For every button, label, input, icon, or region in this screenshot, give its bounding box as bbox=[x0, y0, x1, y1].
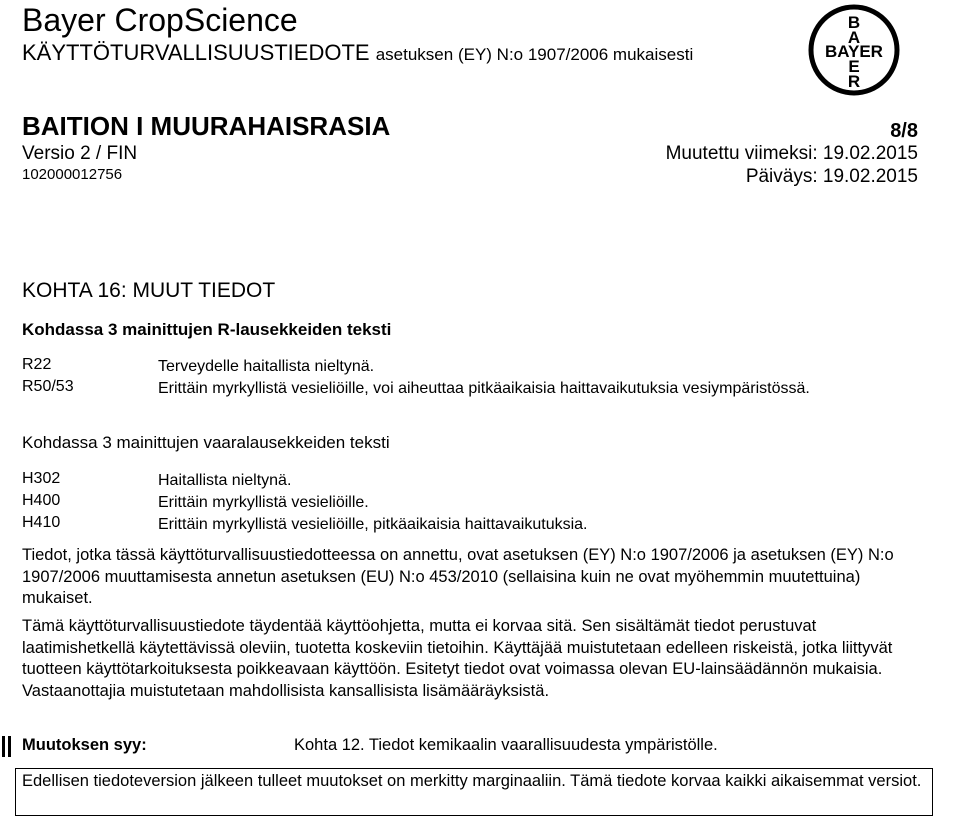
print-date: Päiväys: 19.02.2015 bbox=[745, 166, 918, 187]
r-phrase-text: Terveydelle haitallista nieltynä. bbox=[158, 358, 375, 375]
version-label: Versio 2 / FIN bbox=[22, 143, 138, 164]
disclaimer-paragraph: Tämä käyttöturvallisuustiedote täydentää käyttöohjetta, mutta ei korvaa sitä. Sen sisältämät tiedot perustuvat laatimishetkellä käytettävissä oleviin, tuotetta koskeviin tietoihin. Käyttäjää muistutetaan edelleen riskeistä, jotka liittyvät tuotteen käyttötarkoituksesta poikkeavaan käyttöön. Esitetyt tiedot ovat voimassa olevan EU-lainsäädännön mukaisia. Vastaanottajia muistutetaan mahdollisista kansallisista lisämääräyksistä. bbox=[22, 617, 893, 700]
logo-letter-b: B bbox=[847, 13, 861, 32]
r-phrase-text: Erittäin myrkyllistä vesieliöille, voi aiheuttaa pitkäaikaisia haittavaikutuksia vesiympäristössä. bbox=[158, 380, 810, 397]
change-reason-label: Muutoksen syy: bbox=[22, 736, 147, 754]
logo-letter-r: R bbox=[847, 72, 861, 91]
revision-note-box bbox=[15, 768, 933, 816]
change-reason-text: Kohta 12. Tiedot kemikaalin vaarallisuudesta ympäristölle. bbox=[294, 736, 718, 754]
h-phrase-text: Haitallista nieltynä. bbox=[158, 472, 292, 489]
company-name: Bayer CropScience bbox=[22, 2, 298, 38]
r-phrase-code: R22 bbox=[22, 356, 52, 373]
r-phrases-heading: Kohdassa 3 mainittujen R-lausekkeiden teksti bbox=[22, 320, 392, 339]
h-phrases-heading: Kohdassa 3 mainittujen vaaralausekkeiden teksti bbox=[22, 433, 390, 452]
h-phrase-code: H400 bbox=[22, 492, 61, 509]
change-margin-bar bbox=[8, 736, 11, 757]
modified-date: Muutettu viimeksi: 19.02.2015 bbox=[665, 143, 918, 164]
r-phrase-code: R50/53 bbox=[22, 378, 74, 395]
page-number: 8/8 bbox=[890, 120, 918, 142]
regulation-reference: asetuksen (EY) N:o 1907/2006 mukaisesti bbox=[375, 45, 694, 64]
h-phrase-code: H410 bbox=[22, 514, 61, 531]
h-phrase-text: Erittäin myrkyllistä vesieliöille. bbox=[158, 494, 369, 511]
document-type bbox=[22, 40, 693, 66]
document-number: 102000012756 bbox=[22, 166, 123, 183]
logo-horizontal: BAYER bbox=[825, 42, 883, 61]
regulation-paragraph: Tiedot, jotka tässä käyttöturvallisuustiedotteessa on annettu, ovat asetuksen (EY) N:o 1907/2006 ja asetuksen (EY) N:o 1907/2006 muuttamisesta annetun asetuksen (EU) N:o 453/2010 (sellaisina kuin ne ovat myöhemmin muutettuina) mukaiset. bbox=[22, 546, 894, 607]
bayer-cross-logo bbox=[808, 4, 900, 96]
logo-letter-e: E bbox=[848, 57, 860, 76]
product-name: BAITION I MUURAHAISRASIA bbox=[22, 111, 391, 141]
section-title: KOHTA 16: MUUT TIEDOT bbox=[22, 279, 276, 302]
document-type-label: KÄYTTÖTURVALLISUUSTIEDOTE bbox=[22, 40, 370, 65]
h-phrase-code: H302 bbox=[22, 470, 61, 487]
logo-letter-a: A bbox=[847, 28, 861, 47]
revision-note-text: Edellisen tiedoteversion jälkeen tulleet muutokset on merkitty marginaaliin. Tämä tiedote korvaa kaikki aikaisemmat versiot. bbox=[22, 772, 922, 790]
h-phrase-text: Erittäin myrkyllistä vesieliöille, pitkäaikaisia haittavaikutuksia. bbox=[158, 516, 588, 533]
change-margin-bar bbox=[2, 736, 5, 757]
